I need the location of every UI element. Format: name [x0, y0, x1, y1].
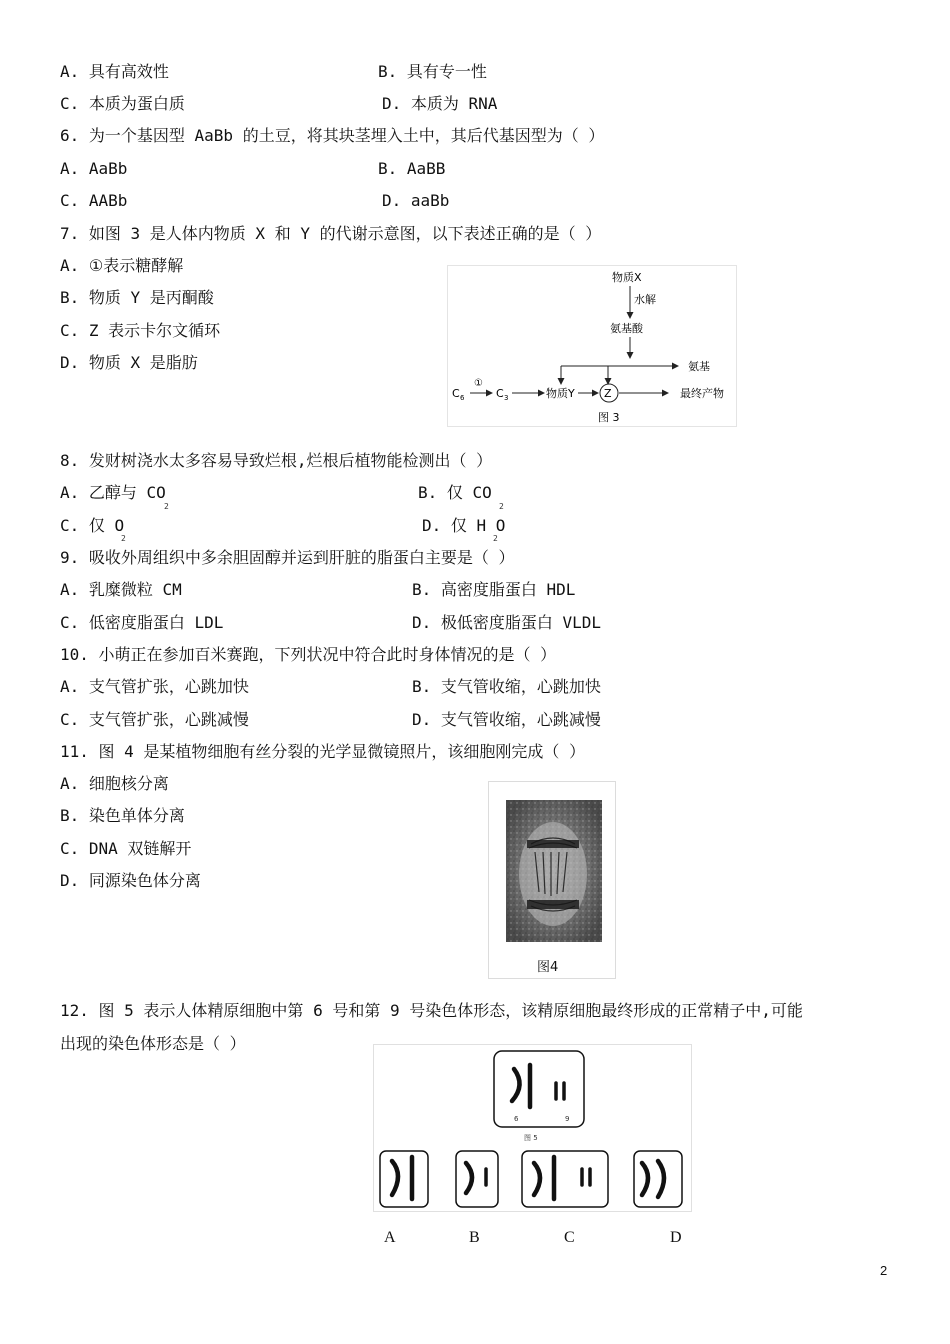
- q9-option-b: B. 高密度脂蛋白 HDL: [412, 580, 576, 599]
- q12-stem-line2: 出现的染色体形态是（ ）: [60, 1034, 246, 1053]
- q8-option-a-subscript: 2: [164, 502, 169, 511]
- q6-stem: 6. 为一个基因型 AaBb 的土豆，将其块茎埋入土中，其后代基因型为（ ）: [60, 126, 605, 145]
- hydrolysis-label: 水解: [634, 293, 656, 306]
- q11-stem: 11. 图 4 是某植物细胞有丝分裂的光学显微镜照片，该细胞刚完成（ ）: [60, 742, 586, 761]
- figure-5: [373, 1044, 692, 1212]
- q12-choice-c: C: [564, 1229, 575, 1246]
- chromosome-9-label: 9: [565, 1115, 570, 1123]
- q12-choice-d: D: [670, 1229, 682, 1246]
- figure-5-caption: 图 5: [524, 1134, 538, 1142]
- c3-subscript: 3: [504, 394, 509, 402]
- q10-option-b: B. 支气管收缩，心跳加快: [412, 677, 601, 696]
- q8-option-a: A. 乙醇与 CO: [60, 483, 166, 502]
- q5-option-d: D. 本质为 RNA: [382, 94, 498, 113]
- figure-4: [488, 781, 616, 979]
- q6-option-a: A. AaBb: [60, 159, 128, 178]
- chromosome-diagram: [374, 1045, 691, 1211]
- q10-option-c: C. 支气管扩张，心跳减慢: [60, 710, 249, 729]
- z-label: Z: [604, 387, 612, 400]
- q11-option-b: B. 染色单体分离: [60, 806, 185, 825]
- choice-a-box: [380, 1151, 428, 1207]
- q5-option-b: B. 具有专一性: [378, 62, 487, 81]
- q6-option-c: C. AABb: [60, 191, 128, 210]
- q5-option-a: A. 具有高效性: [60, 62, 169, 81]
- c6-subscript: 6: [460, 394, 465, 402]
- figure-5-top-box: [494, 1051, 584, 1127]
- q10-option-d: D. 支气管收缩，心跳减慢: [412, 710, 601, 729]
- choice-b-box: [456, 1151, 498, 1207]
- q8-option-b: B. 仅 CO: [418, 483, 492, 502]
- q7-option-d: D. 物质 X 是脂肪: [60, 353, 198, 372]
- step-1-label: ①: [474, 378, 483, 389]
- q7-option-b: B. 物质 Y 是丙酮酸: [60, 288, 214, 307]
- q7-option-a: A. ①表示糖酵解: [60, 256, 184, 275]
- figure-4-caption: 图4: [537, 960, 559, 975]
- q8-option-d-subscript: 2: [493, 534, 498, 543]
- q11-option-d: D. 同源染色体分离: [60, 871, 201, 890]
- final-product-label: 最终产物: [680, 387, 724, 400]
- choice-c-box: [522, 1151, 608, 1207]
- q12-stem-line1: 12. 图 5 表示人体精原细胞中第 6 号和第 9 号染色体形态，该精原细胞最终形成的正常精子中,可能: [60, 1001, 803, 1020]
- metabolism-diagram: [448, 266, 736, 426]
- q11-option-c: C. DNA 双链解开: [60, 839, 192, 858]
- q9-option-c: C. 低密度脂蛋白 LDL: [60, 613, 224, 632]
- matter-x-label: 物质X: [612, 271, 642, 284]
- c6-label: C: [452, 387, 460, 400]
- c3-label: C: [496, 387, 504, 400]
- q8-option-d: D. 仅 H O: [422, 516, 506, 535]
- q7-stem: 7. 如图 3 是人体内物质 X 和 Y 的代谢示意图，以下表述正确的是（ ）: [60, 224, 602, 243]
- page-number: 2: [880, 1263, 888, 1278]
- figure-3-caption: 图 3: [598, 411, 620, 424]
- q8-option-c: C. 仅 O: [60, 516, 125, 535]
- figure-3: [447, 265, 737, 427]
- q5-option-c: C. 本质为蛋白质: [60, 94, 185, 113]
- q9-option-d: D. 极低密度脂蛋白 VLDL: [412, 613, 602, 632]
- q7-option-c: C. Z 表示卡尔文循环: [60, 321, 221, 340]
- q10-stem: 10. 小萌正在参加百米赛跑，下列状况中符合此时身体情况的是（ ）: [60, 645, 557, 664]
- cell-micrograph: [489, 782, 615, 978]
- matter-y-label: 物质Y: [546, 387, 575, 400]
- q6-option-b: B. AaBB: [378, 159, 446, 178]
- q6-option-d: D. aaBb: [382, 191, 450, 210]
- chromosome-6-label: 6: [514, 1115, 519, 1123]
- amino-label: 氨基: [688, 360, 710, 373]
- q8-stem: 8. 发财树浇水太多容易导致烂根,烂根后植物能检测出（ ）: [60, 451, 493, 470]
- q8-option-b-subscript: 2: [499, 502, 504, 511]
- q12-choice-b: B: [469, 1229, 480, 1246]
- q9-option-a: A. 乳糜微粒 CM: [60, 580, 182, 599]
- q10-option-a: A. 支气管扩张，心跳加快: [60, 677, 249, 696]
- q12-choice-a: A: [384, 1229, 396, 1246]
- amino-acid-label: 氨基酸: [610, 322, 643, 335]
- q9-stem: 9. 吸收外周组织中多余胆固醇并运到肝脏的脂蛋白主要是（ ）: [60, 548, 515, 567]
- q11-option-a: A. 细胞核分离: [60, 774, 169, 793]
- q8-option-c-subscript: 2: [121, 534, 126, 543]
